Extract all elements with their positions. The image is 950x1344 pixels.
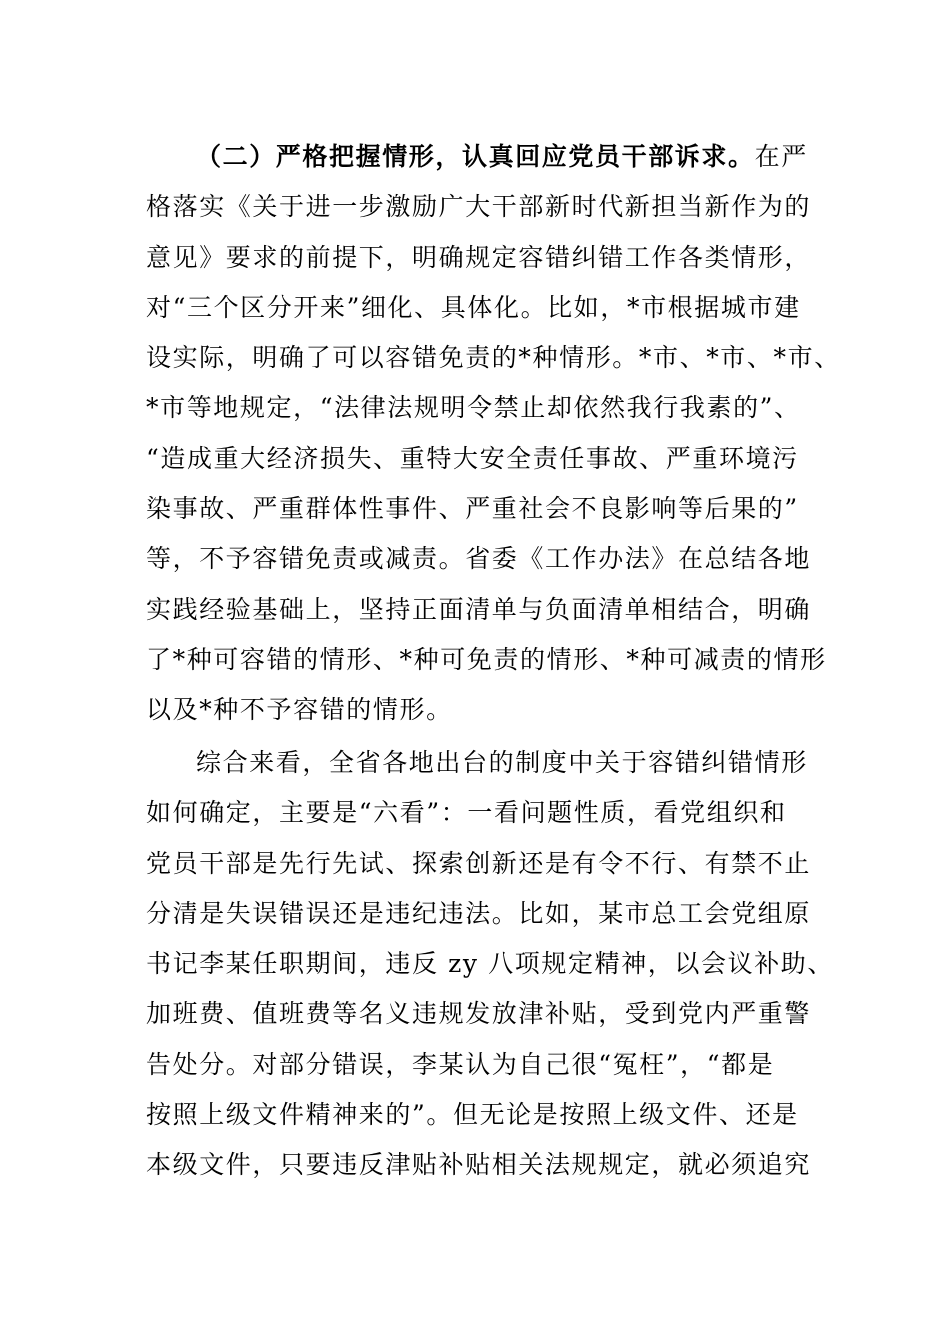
paragraph-1-line-6: *市等地规定，“法律法规明令禁止却依然我行我素的”、 (146, 393, 801, 423)
paragraph-2-line-3: 党员干部是先行先试、探索创新还是有令不行、有禁不止 (146, 848, 812, 878)
paragraph-1-line-7: “造成重大经济损失、重特大安全责任事故、严重环境污 (146, 443, 799, 473)
paragraph-1-line-3: 意见》要求的前提下，明确规定容错纠错工作各类情形， (146, 242, 812, 272)
paragraph-1 (146, 132, 841, 736)
paragraph-1-line-2: 格落实《关于进一步激励广大干部新时代新担当新作为的 (146, 192, 812, 222)
paragraph-1-line-1-text: 在严 (754, 142, 808, 171)
paragraph-1-line-8: 染事故、严重群体性事件、严重社会不良影响等后果的” (146, 494, 799, 524)
paragraph-1-line-12: 以及*种不予容错的情形。 (146, 695, 453, 725)
paragraph-2-line-8: 按照上级文件精神来的”。但无论是按照上级文件、还是 (146, 1100, 799, 1130)
paragraph-2-line-1: 综合来看，全省各地出台的制度中关于容错纠错情形 (196, 748, 808, 777)
paragraph-2 (146, 738, 834, 1191)
paragraph-2-line-5: 书记李某任职期间，违反 zy 八项规定精神，以会议补助、 (146, 949, 834, 979)
paragraph-1-line-4: 对“三个区分开来”细化、具体化。比如，*市根据城市建 (146, 292, 801, 322)
paragraph-2-line-2: 如何确定，主要是“六看”：一看问题性质，看党组织和 (146, 798, 787, 828)
section-heading: （二）严格把握情形，认真回应党员干部诉求。 (196, 142, 755, 171)
paragraph-2-line-9: 本级文件，只要违反津贴补贴相关法规规定，就必须追究 (146, 1150, 812, 1180)
paragraph-2-line-7: 告处分。对部分错误，李某认为自己很“冤枉”，“都是 (146, 1049, 775, 1079)
paragraph-1-line-1 (146, 132, 826, 182)
paragraph-1-line-5: 设实际，明确了可以容错免责的*种情形。*市、*市、*市、 (146, 343, 841, 373)
paragraph-1-line-10: 实践经验基础上，坚持正面清单与负面清单相结合，明确 (146, 594, 812, 624)
paragraph-2-line-4: 分清是失误错误还是违纪违法。比如，某市总工会党组原 (146, 898, 812, 928)
paragraph-1-line-11: 了*种可容错的情形、*种可免责的情形、*种可减责的情形 (146, 644, 827, 674)
paragraph-1-line-9: 等，不予容错免责或减责。省委《工作办法》在总结各地 (146, 544, 812, 574)
paragraph-2-line-6: 加班费、值班费等名义违规发放津补贴，受到党内严重警 (146, 999, 812, 1029)
